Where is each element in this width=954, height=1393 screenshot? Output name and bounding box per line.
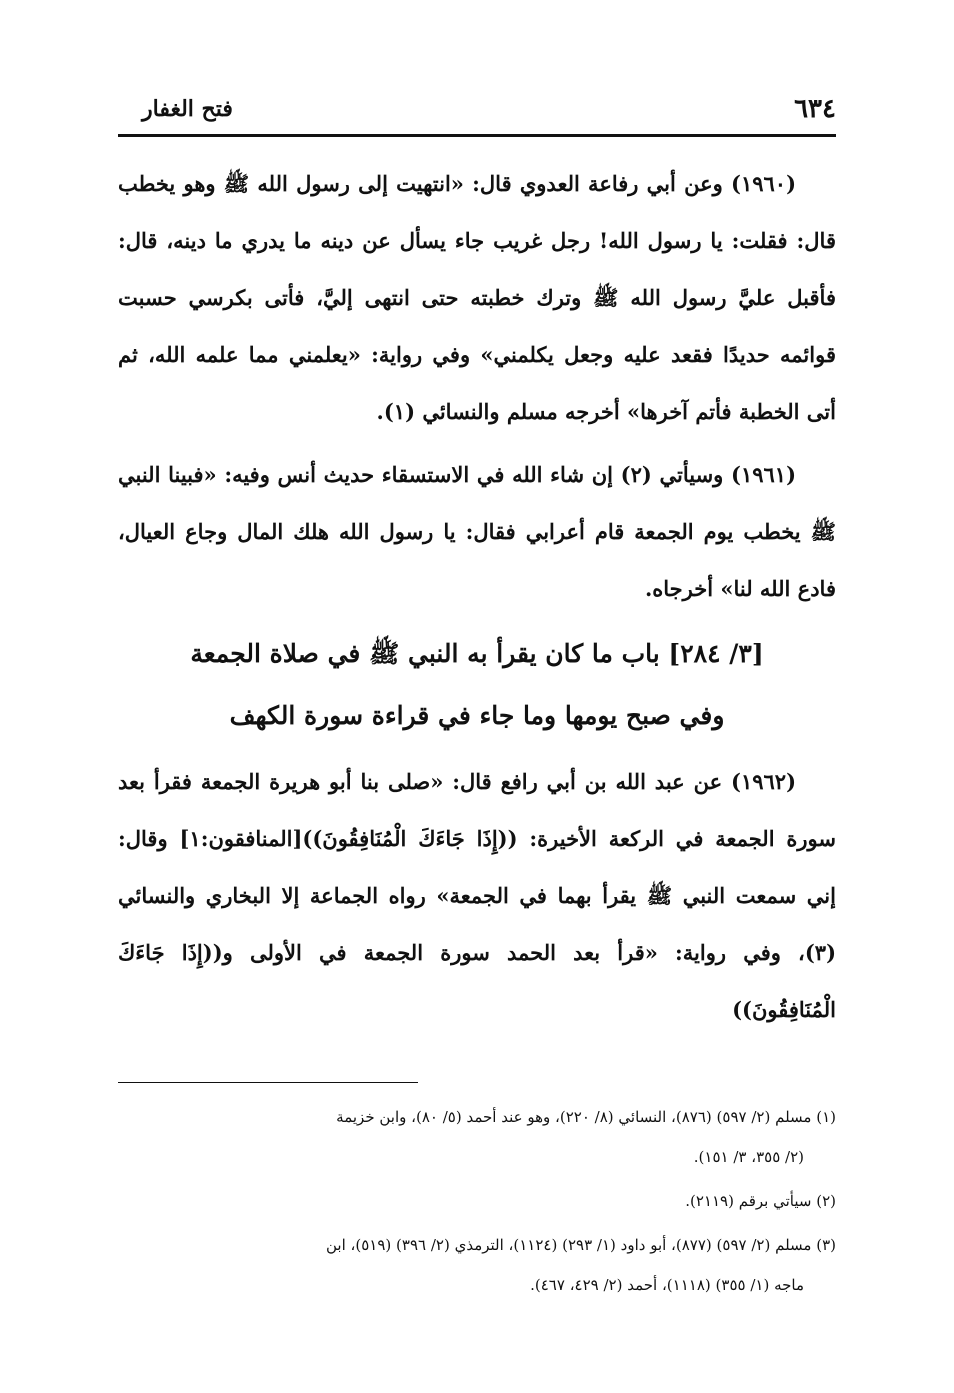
footnote-rule	[118, 1082, 418, 1083]
chapter-heading-line-2: وفي صبح يومها وما جاء في قراءة سورة الكهف	[229, 701, 725, 730]
footnote-3-line-1: (٣) مسلم (٢/ ٥٩٧) (٨٧٧)، أبو داود (١/ ٢٩٣) (١١٢٤)، الترمذي (٢/ ٣٩٦) (٥١٩)، ابن	[326, 1236, 836, 1254]
footnote-3	[118, 1225, 836, 1305]
footnote-1	[118, 1097, 836, 1177]
body-text	[118, 155, 836, 1038]
footnote-separator	[118, 1082, 836, 1083]
page-number: ٦٣٤	[794, 94, 836, 124]
footnote-1-line-1: (١) مسلم (٢/ ٥٩٧) (٨٧٦)، النسائي (٨/ ٢٢٠)، وهو عند أحمد (٥/ ٨٠)، وابن خزيمة	[336, 1108, 836, 1126]
footnote-2	[118, 1181, 836, 1221]
hadith-1961: (١٩٦١) وسيأتي (٢) إن شاء الله في الاستسقاء حديث أنس وفيه: «فبينا النبي ﷺ يخطب يوم الجمعة قام أعرابي فقال: يا رسول الله هلك المال وجاع العيال، فادع الله لنا» أخرجاه.	[118, 462, 836, 601]
footnote-2-line-1: (٢) سيأتي برقم (٢١١٩).	[685, 1192, 836, 1210]
chapter-heading-line-1: [٣/ ٢٨٤] باب ما كان يقرأ به النبي ﷺ في صلاة الجمعة	[190, 639, 764, 668]
footnote-3-line-2: ماجه (١/ ٣٥٥) (١١١٨)، أحمد (٢/ ٤٢٩، ٤٦٧).	[530, 1276, 804, 1294]
running-header	[118, 90, 836, 137]
book-title: فتح الغفار	[142, 96, 233, 122]
hadith-1960: (١٩٦٠) وعن أبي رفاعة العدوي قال: «انتهيت إلى رسول الله ﷺ وهو يخطب قال: فقلت: يا رسول الله! رجل غريب جاء يسأل عن دينه ما يدري ما دينه، قال: فأقبل عليَّ رسول الله ﷺ وترك خطبته حتى انتهى إليَّ، فأتى بكرسي حسبت قوائمه حديدًا فقعد عليه وجعل يكلمني» وفي رواية: «يعلمني مما علمه الله، ثم أتى الخطبة فأتم آخرها» أخرجه مسلم والنسائي (١).	[118, 171, 836, 424]
footnotes	[118, 1097, 836, 1305]
book-page	[118, 90, 836, 1353]
footnote-1-line-2: (٢/ ٣٥٥، ٣/ ١٥١).	[693, 1148, 804, 1166]
hadith-1962: (١٩٦٢) عن عبد الله بن أبي رافع قال: «صلى بنا أبو هريرة الجمعة فقرأ بعد سورة الجمعة في الركعة الأخيرة: ((إِذَا جَاءَكَ الْمُنَافِقُونَ))[المنافقون:١] وقال: إني سمعت النبي ﷺ يقرأ بهما في الجمعة» رواه الجماعة إلا البخاري والنسائي (٣)، وفي رواية: «قرأ بعد الحمد سورة الجمعة في الأولى و((إِذَا جَاءَكَ الْمُنَافِقُونَ))	[118, 769, 836, 1022]
chapter-heading	[118, 623, 836, 747]
